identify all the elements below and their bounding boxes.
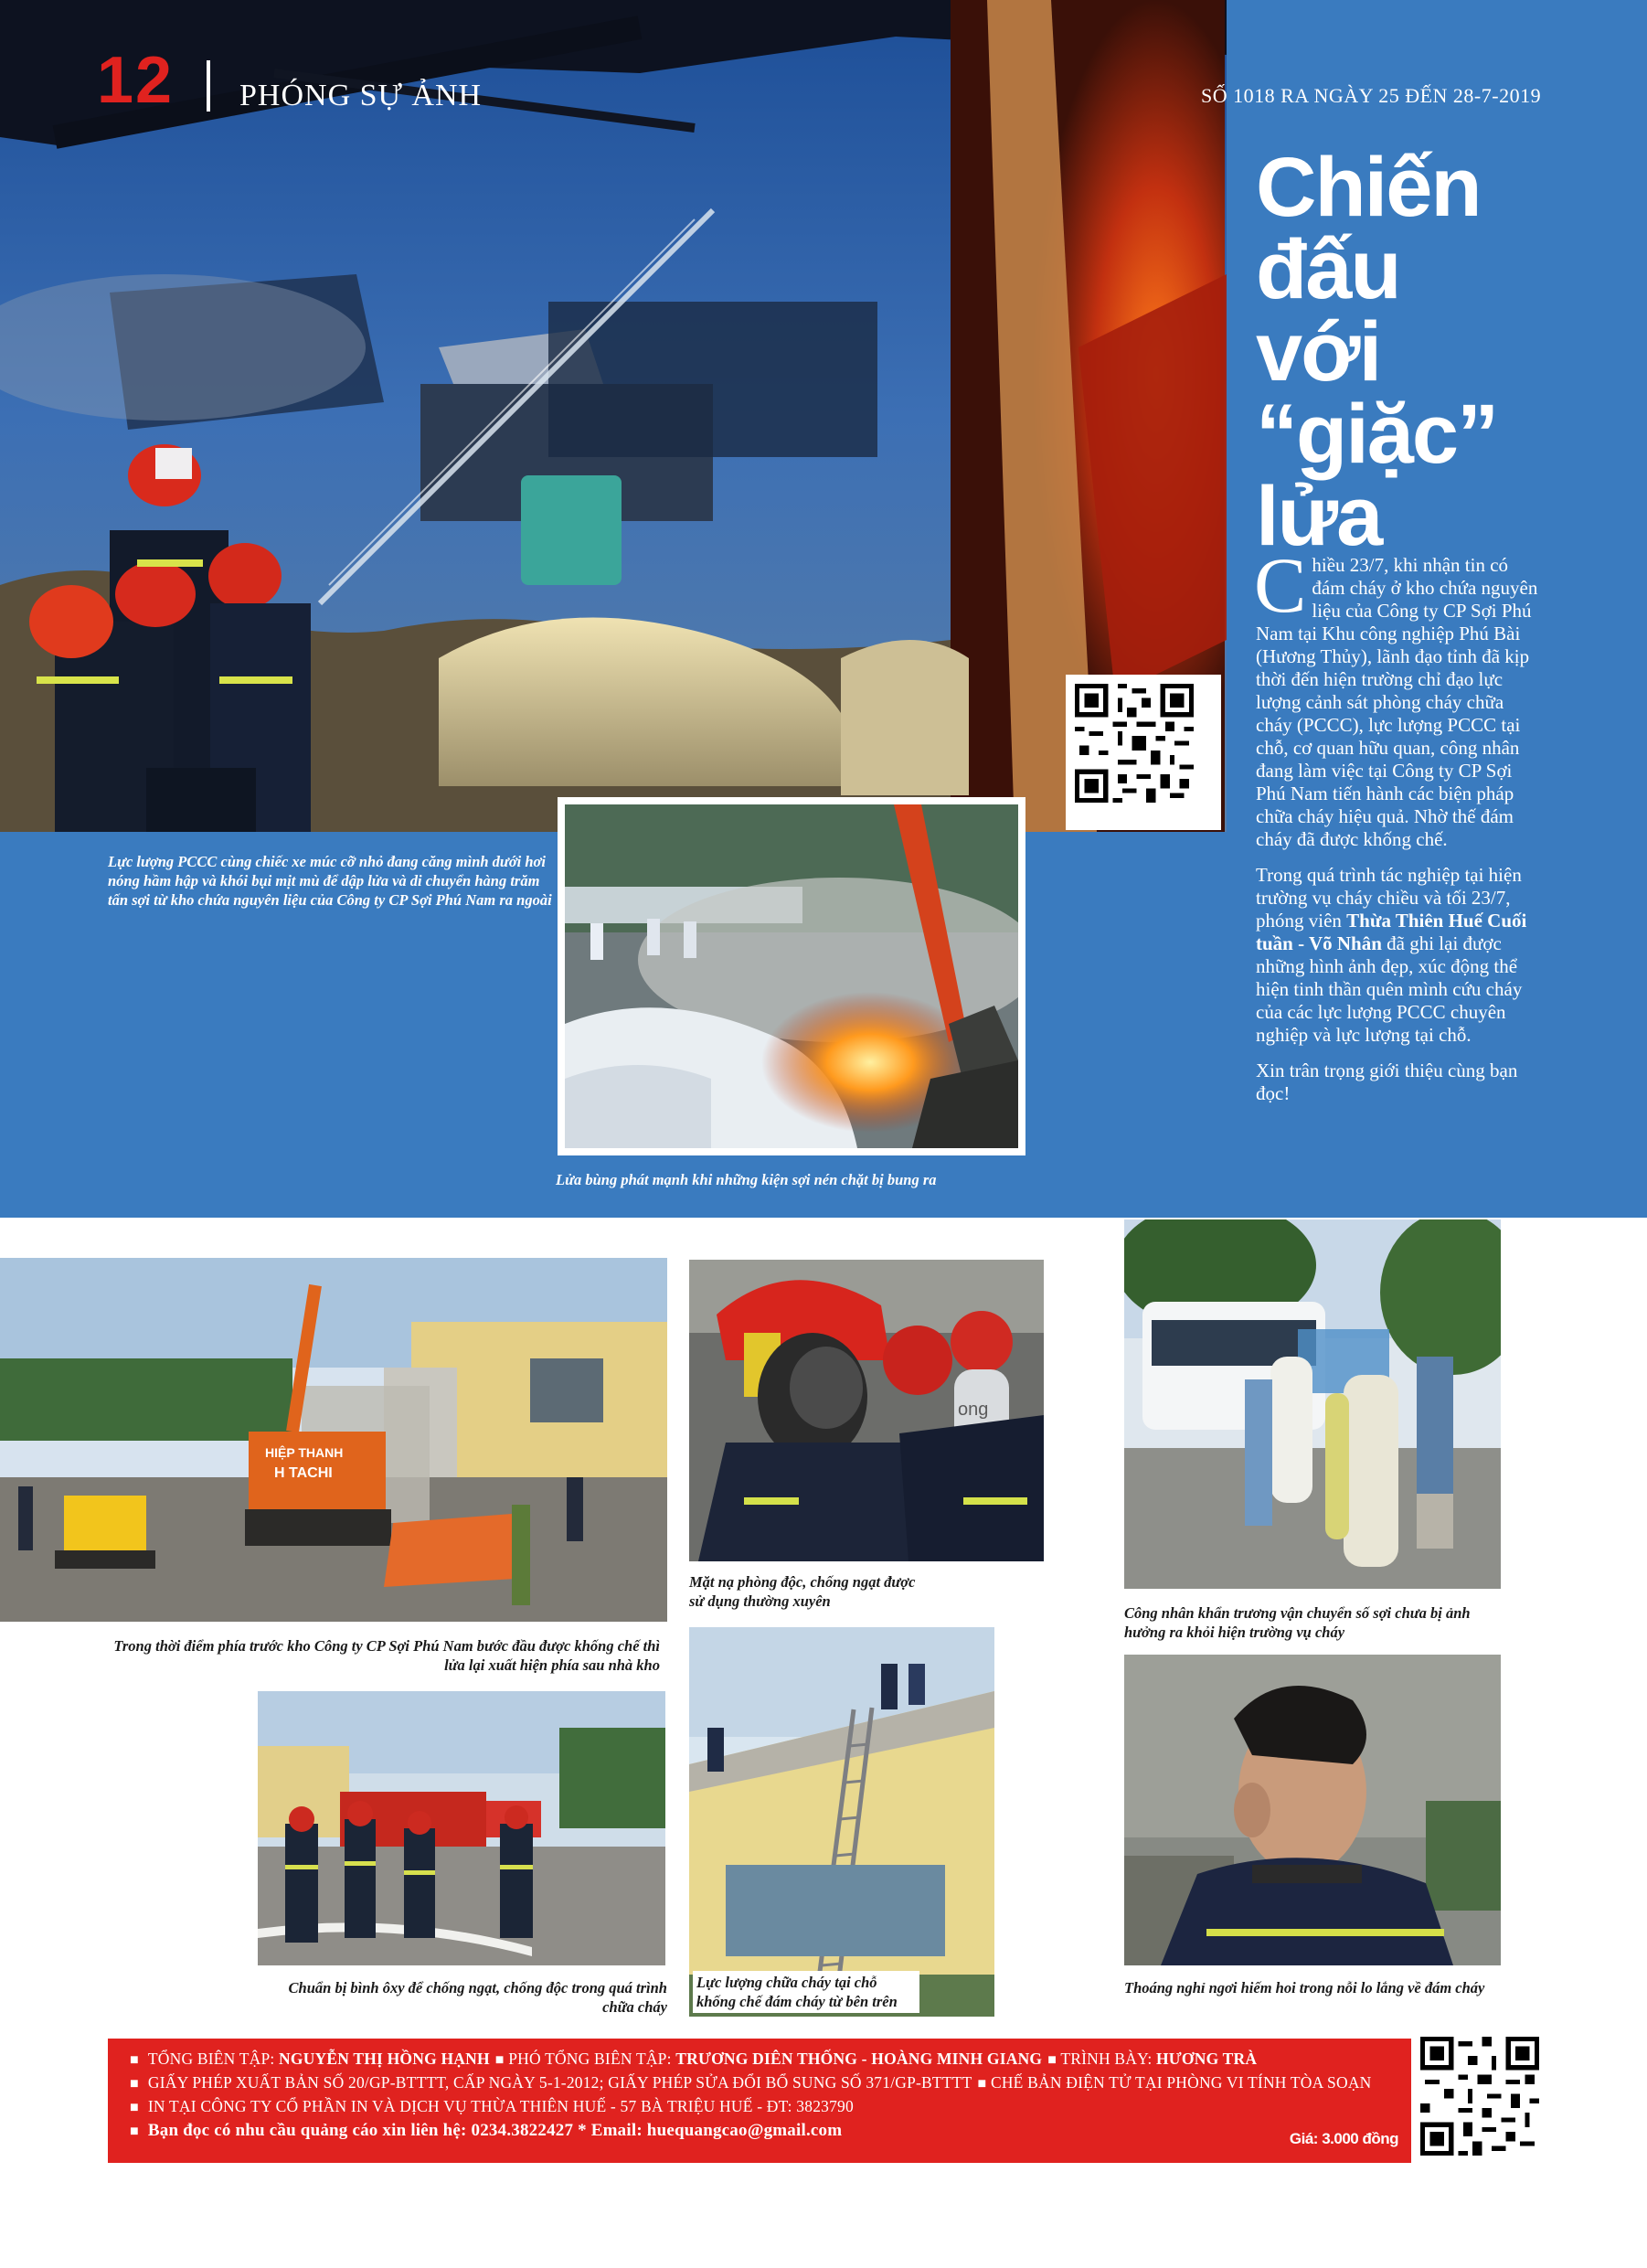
article-paragraph-2	[1256, 864, 1541, 1047]
license-text: GIẤY PHÉP XUẤT BẢN SỐ 20/GP-BTTTT, CẤP NGÀY 5-1-2012; GIẤY PHÉP SỬA ĐỔI BỔ SUNG SỐ 371/GP-BTTTT	[147, 2073, 972, 2092]
issue-date-line: SỐ 1018 RA NGÀY 25 ĐẾN 28-7-2019	[1201, 84, 1542, 107]
layout-name: HƯƠNG TRÀ	[1155, 2050, 1258, 2068]
photo-ladder-roof	[689, 1627, 994, 2017]
footer-printer-line	[130, 2097, 854, 2116]
paragraph-1-text: hiều 23/7, khi nhận tin có đám cháy ở kho chứa nguyên liệu của Công ty CP Sợi Phú Nam tại Khu công nghiệp Phú Bài (Hương Thủy), lãnh đạo tỉnh đã kịp thời đến hiện trường chỉ đạo lực lượng cảnh sát phòng cháy chữa cháy (PCCC), lực lượng PCCC tại chỗ, cơ quan hữu quan, công nhân đang làm việc tại Công ty CP Sợi Phú Nam tiến hành các biện pháp chữa cháy hiệu quả. Nhờ thế đám cháy đã được khống chế.	[1256, 554, 1538, 850]
paragraph-2-text-b: đã ghi lại được những hình ảnh đẹp, xúc động thể hiện tinh thần quên mình cứu cháy của các lực lượng PCCC chuyên nghiệp và lực lượng tại chỗ.	[1256, 932, 1523, 1046]
headline-line: lửa	[1256, 470, 1382, 563]
editor-in-chief-label: TỔNG BIÊN TẬP:	[147, 2050, 280, 2068]
caption-ladder: Lực lượng chữa cháy tại chỗ khống chế đám cháy từ bên trên	[693, 1971, 919, 2013]
reporter-credit: Thừa Thiên Huế Cuối tuần - Võ Nhân	[1256, 910, 1527, 954]
section-name: PHÓNG SỰ ẢNH	[239, 79, 483, 112]
headline-line: đấu	[1256, 223, 1400, 316]
bullet-square: ■	[130, 2076, 139, 2092]
headline-line: “giặc”	[1256, 388, 1498, 481]
qr-code-bottom[interactable]	[1420, 2037, 1539, 2156]
hero-caption: Lực lượng PCCC cùng chiếc xe múc cỡ nhỏ đang căng mình dưới hơi nóng hầm hập và khói bụi mịt mù để dập lửa và di chuyển hàng trăm tấn sợi từ kho chứa nguyên liệu của Công ty CP Sợi Phú Nam ra ngoài	[108, 853, 552, 909]
hero-photo-firefighters	[0, 0, 1227, 832]
photo-oxygen-prep	[258, 1691, 665, 1965]
bullet-square: ■	[494, 2052, 505, 2068]
caption-gas-mask: Mặt nạ phòng độc, chống ngạt được sử dụng thường xuyên	[689, 1573, 916, 1610]
bullet-square: ■	[130, 2100, 139, 2115]
photo-resting-firefighter	[1124, 1655, 1501, 1965]
excavator-label-2: H TACHI	[274, 1465, 333, 1481]
price-label: Giá: 3.000 đồng	[1289, 2130, 1398, 2147]
printer-text: IN TẠI CÔNG TY CỔ PHẦN IN VÀ DỊCH VỤ THỪA THIÊN HUẾ - 57 BÀ TRIỆU HUẾ - ĐT: 3823790	[147, 2097, 854, 2115]
article-headline	[1256, 141, 1640, 563]
bullet-square: ■	[130, 2052, 139, 2068]
ads-contact-text: Bạn đọc có nhu cầu quảng cáo xin liên hệ: 0234.3822427 * Email: huequangcao@gmail.com	[147, 2121, 843, 2140]
deputy-editor-names: TRƯƠNG DIÊN THỐNG - HOÀNG MINH GIANG	[675, 2050, 1043, 2068]
inset-photo-flames	[565, 804, 1018, 1148]
footer-license-line	[130, 2073, 1372, 2092]
deputy-editor-label: PHÓ TỔNG BIÊN TẬP:	[504, 2050, 676, 2068]
layout-label: TRÌNH BÀY:	[1057, 2050, 1156, 2068]
photo-gas-mask	[689, 1260, 1044, 1561]
paragraph-2-text-a: Trong quá trình tác nghiệp tại hiện trường vụ cháy chiều và tối 23/7, phóng viên	[1256, 864, 1522, 932]
footer-editors-line	[130, 2050, 1257, 2069]
inset-photo-flames-frame	[558, 797, 1025, 1155]
inset-caption: Lửa bùng phát mạnh khi những kiện sợi nén chặt bị bung ra	[556, 1171, 937, 1188]
page-number: 12	[97, 44, 175, 117]
typesetting-text: CHẾ BẢN ĐIỆN TỬ TẠI PHÒNG VI TÍNH TÒA SOẠN	[986, 2073, 1372, 2092]
masthead-footer	[108, 2039, 1411, 2163]
header-divider	[207, 60, 210, 112]
article-body	[1254, 541, 1541, 1118]
bullet-square: ■	[977, 2076, 987, 2092]
excavator-label-1: HIỆP THANH	[265, 1445, 344, 1460]
bullet-square: ■	[1047, 2052, 1057, 2068]
drop-cap: C	[1254, 541, 1307, 629]
headline-line: với	[1256, 305, 1381, 399]
caption-workers: Công nhân khẩn trương vận chuyển số sợi chưa bị ảnh hưởng ra khỏi hiện trường vụ cháy	[1124, 1604, 1471, 1641]
editor-in-chief-name: NGUYỄN THỊ HỒNG HẠNH	[279, 2050, 490, 2068]
article-paragraph-1	[1254, 541, 1541, 851]
caption-oxygen: Chuẩn bị bình ôxy để chống ngạt, chống độc trong quá trình chữa cháy	[288, 1979, 667, 2016]
photo-excavator-warehouse	[0, 1258, 667, 1622]
headline-line: Chiến	[1256, 141, 1481, 234]
qr-code-top[interactable]	[1066, 675, 1221, 830]
tank-label: ong	[958, 1400, 989, 1420]
article-paragraph-3: Xin trân trọng giới thiệu cùng bạn đọc!	[1256, 1059, 1518, 1104]
photo-workers-moving	[1124, 1219, 1501, 1589]
caption-rest: Thoáng nghỉ ngơi hiếm hoi trong nỗi lo lắng về đám cháy	[1124, 1979, 1485, 1996]
bullet-square: ■	[130, 2124, 139, 2139]
footer-ads-line	[130, 2121, 842, 2141]
caption-excavator: Trong thời điểm phía trước kho Công ty CP Sợi Phú Nam bước đầu được khống chế thì lửa lại xuất hiện phía sau nhà kho	[113, 1637, 660, 1674]
